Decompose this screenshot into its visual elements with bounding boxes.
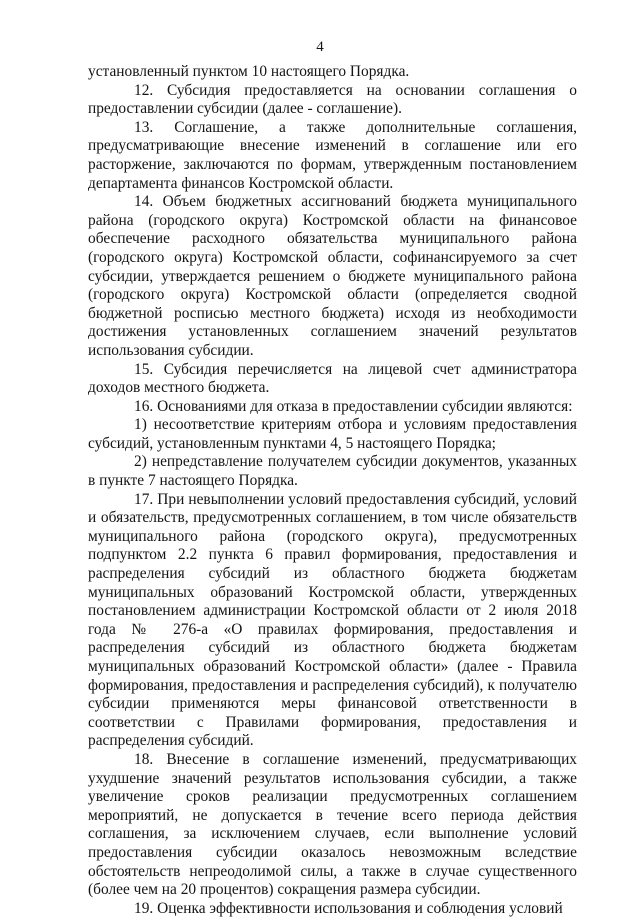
- paragraph-14: 14. Объем бюджетных ассигнований бюджета муниципального района (городского округа) Костромской области на финансовое обеспечение расходного обязательства муниципального района (городского округа) Костромской области, софинансируемого за счет субсидии, утверждается решением о бюджете муниципального района (городского округа) Костромской области (определяется сводной бюджетной росписью местного бюджета) исходя из необходимости достижения установленных соглашением значений результатов использования субсидии.: [88, 193, 577, 359]
- paragraph-16-item-2: 2) непредставление получателем субсидии документов, указанных в пункте 7 настоящего Порядка.: [88, 453, 577, 490]
- page-number: 4: [316, 39, 324, 55]
- paragraph-16: 16. Основаниями для отказа в предоставлении субсидии являются:: [134, 397, 573, 415]
- paragraph-continuation: установленный пунктом 10 настоящего Порядка.: [88, 63, 410, 80]
- paragraph-12: 12. Субсидия предоставляется на основании соглашения о предоставлении субсидии (далее - соглашение).: [88, 81, 577, 118]
- paragraph-18: 18. Внесение в соглашение изменений, предусматривающих ухудшение значений результатов использования субсидии, а также увеличение сроков реализации предусмотренных соглашением мероприятий, не допускается в течение всего периода действия соглашения, за исключением случаев, если выполнение условий предоставления субсидии оказалось невозможным вследствие обстоятельств непреодолимой силы, а также в случае существенного (более чем на 20 процентов) сокращения размера субсидии.: [88, 750, 577, 899]
- document-body: [88, 63, 577, 918]
- paragraph-16-item-1: 1) несоответствие критериям отбора и условиям предоставления субсидий, установленным пунктами 4, 5 настоящего Порядка;: [88, 416, 577, 452]
- paragraph-15: 15. Субсидия перечисляется на лицевой счет администратора доходов местного бюджета.: [88, 360, 577, 397]
- paragraph-19: 19. Оценка эффективности использования и соблюдения условий: [134, 899, 563, 917]
- paragraph-13: 13. Соглашение, а также дополнительные соглашения, предусматривающие внесение изменений в соглашение или его расторжение, заключаются по формам, утвержденным постановлением департамента финансов Костромской области.: [88, 118, 577, 192]
- paragraph-17: 17. При невыполнении условий предоставления субсидий, условий и обязательств, предусмотренных соглашением, в том числе обязательств муниципального района (городского округа), предусмотренных подпунктом 2.2 пункта 6 правил формирования, предоставления и распределения субсидий из областного бюджета бюджетам муниципальных образований Костромской области, утвержденных постановлением администрации Костромской области от 2 июля 2018 года № 276-а «О правилах формирования, предоставления и распределения субсидий из областного бюджета бюджетам муниципальных образований Костромской области» (далее - Правила формирования, предоставления и распределения субсидий), к получателю субсидии применяются меры финансовой ответственности в соответствии с Правилами формирования, предоставления и распределения субсидий.: [88, 490, 577, 750]
